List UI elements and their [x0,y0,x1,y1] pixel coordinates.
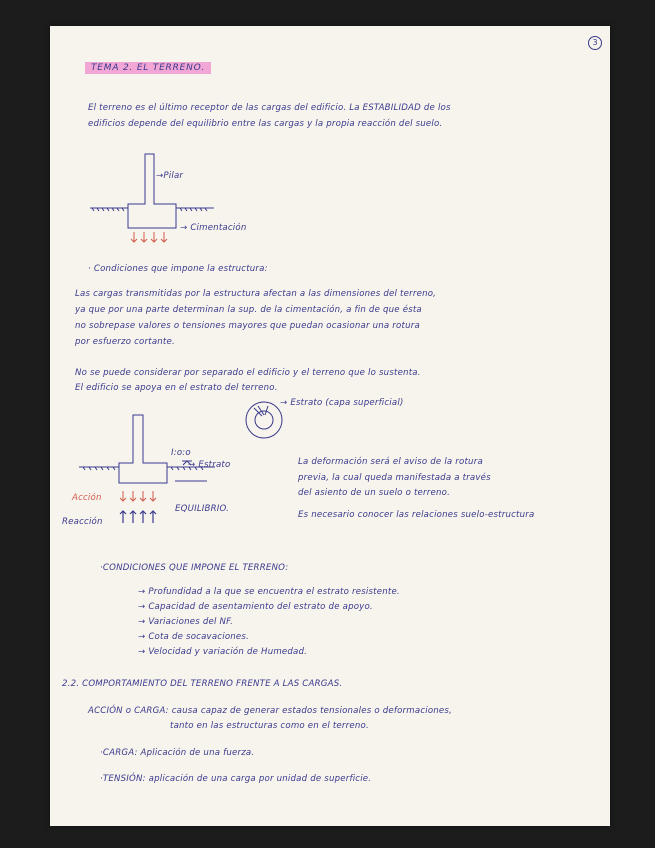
estrato-capa-label: → Estrato (capa superficial) [280,398,404,408]
page-title: TEMA 2. EL TERRENO. [85,62,211,74]
estructura-line-3: no sobrepase valores o tensiones mayores que puedan ocasionar una rotura [75,321,420,331]
accion-line-2: tanto en las estructuras como en el terreno. [170,721,369,731]
ioioo-label: I:o:o [171,448,191,458]
pilar-label: →Pilar [156,171,184,181]
condicion-item-2: → Capacidad de asentamiento del estrato de apoyo. [138,602,373,612]
section-2-2-heading: 2.2. COMPORTAMIENTO DEL TERRENO FRENTE A LAS CARGAS. [62,679,343,689]
tension-definition: ·TENSIÓN: aplicación de una carga por unidad de superficie. [100,774,372,784]
separado-line-1: No se puede considerar por separado el edificio y el terreno que lo sustenta. [75,368,421,378]
condicion-item-4: → Cota de socavaciones. [138,632,250,642]
condicion-item-5: → Velocidad y variación de Humedad. [138,647,308,657]
estructura-line-2: ya que por una parte determinan la sup. de la cimentación, a fin de que ésta [75,305,422,315]
estructura-line-1: Las cargas transmitidas por la estructura afectan a las dimensiones del terreno, [75,289,437,299]
estructura-line-4: por esfuerzo cortante. [75,337,175,347]
equilibrio-label: EQUILIBRIO. [175,504,230,514]
deformacion-line-1: La deformación será el aviso de la rotura [298,457,483,467]
deformacion-line-3: del asiento de un suelo o terreno. [298,488,451,498]
relaciones-line: Es necesario conocer las relaciones suelo-estructura [298,510,535,520]
accion-label: Acción [72,493,102,503]
footing-diagram [88,146,248,256]
reaccion-label: Reacción [62,517,103,527]
condiciones-terreno-heading: ·CONDICIONES QUE IMPONE EL TERRENO: [100,563,289,573]
intro-line-1: El terreno es el último receptor de las cargas del edificio. La ESTABILIDAD de los [88,103,451,113]
intro-line-2: edificios depende del equilibrio entre las cargas y la propia reacción del suelo. [88,119,443,129]
estrato-label: → Estrato [188,460,231,470]
condiciones-estructura-heading: · Condiciones que impone la estructura: [88,264,268,274]
separado-line-2: El edificio se apoya en el estrato del terreno. [75,383,278,393]
notebook-page [50,26,610,826]
cimentacion-label: → Cimentación [180,223,247,233]
carga-definition: ·CARGA: Aplicación de una fuerza. [100,748,255,758]
condicion-item-1: → Profundidad a la que se encuentra el estrato resistente. [138,587,400,597]
page-number: 3 [588,36,602,50]
accion-line-1: ACCIÓN o CARGA: causa capaz de generar estados tensionales o deformaciones, [88,706,453,716]
deformacion-line-2: previa, la cual queda manifestada a través [298,473,491,483]
condicion-item-3: → Variaciones del NF. [138,617,234,627]
